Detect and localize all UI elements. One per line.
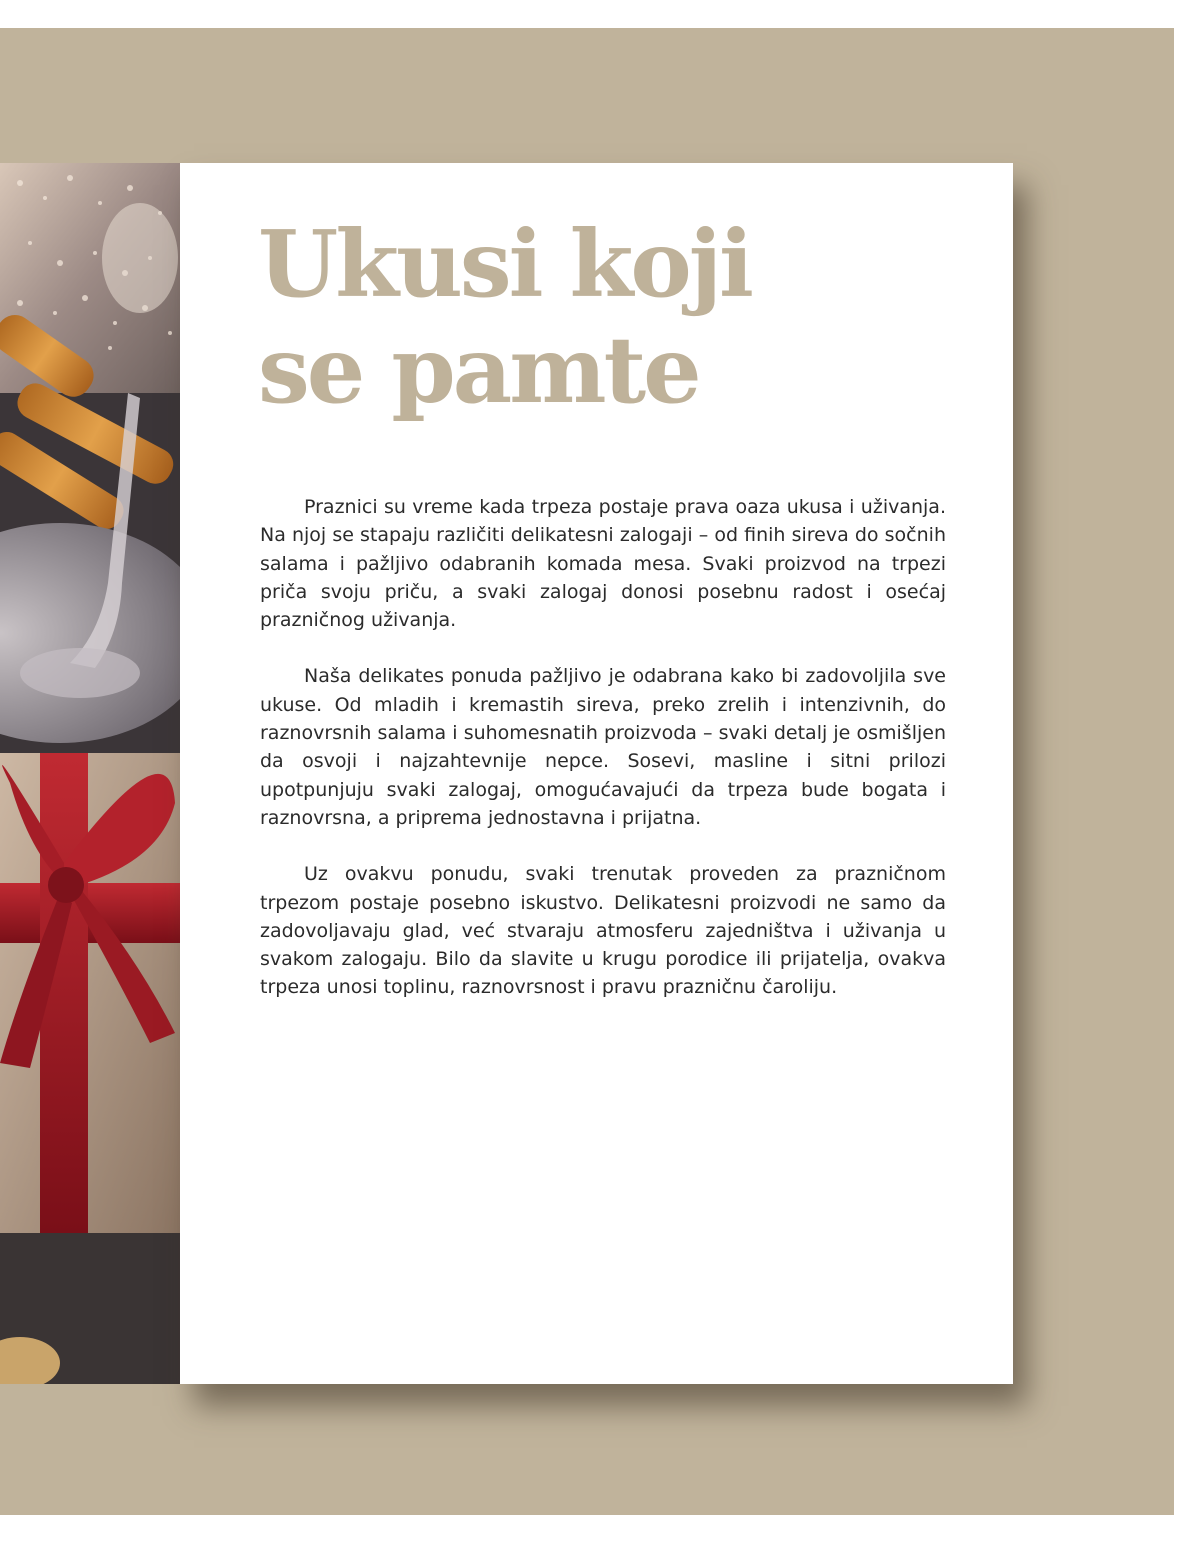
article-title bbox=[258, 211, 751, 423]
article-body bbox=[260, 493, 946, 1030]
article-card bbox=[180, 163, 1013, 1384]
festive-table-photo bbox=[0, 163, 180, 1384]
title-line-1: Ukusi koji bbox=[258, 210, 751, 318]
paragraph-1: Praznici su vreme kada trpeza postaje prava oaza ukusa i uživanja. Na njoj se stapaju različiti delikatesni zalogaji – od finih sireva do sočnih salama i pažljivo odabranih komada mesa. Svaki proizvod na trpezi priča svoju priču, a svaki zalogaj donosi posebnu radost i osećaj prazničnog uživanja. bbox=[260, 496, 946, 632]
paragraph-3: Uz ovakvu ponudu, svaki trenutak proveden za prazničnom trpezom postaje posebno iskustvo. Delikatesni proizvodi ne samo da zadovoljavaju glad, već stvaraju atmosferu zajedništva i uživanja u svakom zalogaju. Bilo da slavite u krugu porodice ili prijatelja, ovakva trpeza unosi toplinu, raznovrsnost i pravu prazničnu čaroliju. bbox=[260, 863, 946, 999]
paragraph-2: Naša delikates ponuda pažljivo je odabrana kako bi zadovoljila sve ukuse. Od mladih i kremastih sireva, preko zrelih i intenzivnih, do raznovrsnih salama i suhomesnatih proizvoda – svaki detalj je osmišljen da osvoji i najzahtevnije nepce. Sosevi, masline i sitni prilozi upotpunjuju svaki zalogaj, omogućavajući da trpeza bude bogata i raznovrsna, a priprema jednostavna i prijatna. bbox=[260, 665, 946, 829]
title-line-2: se pamte bbox=[258, 316, 699, 424]
